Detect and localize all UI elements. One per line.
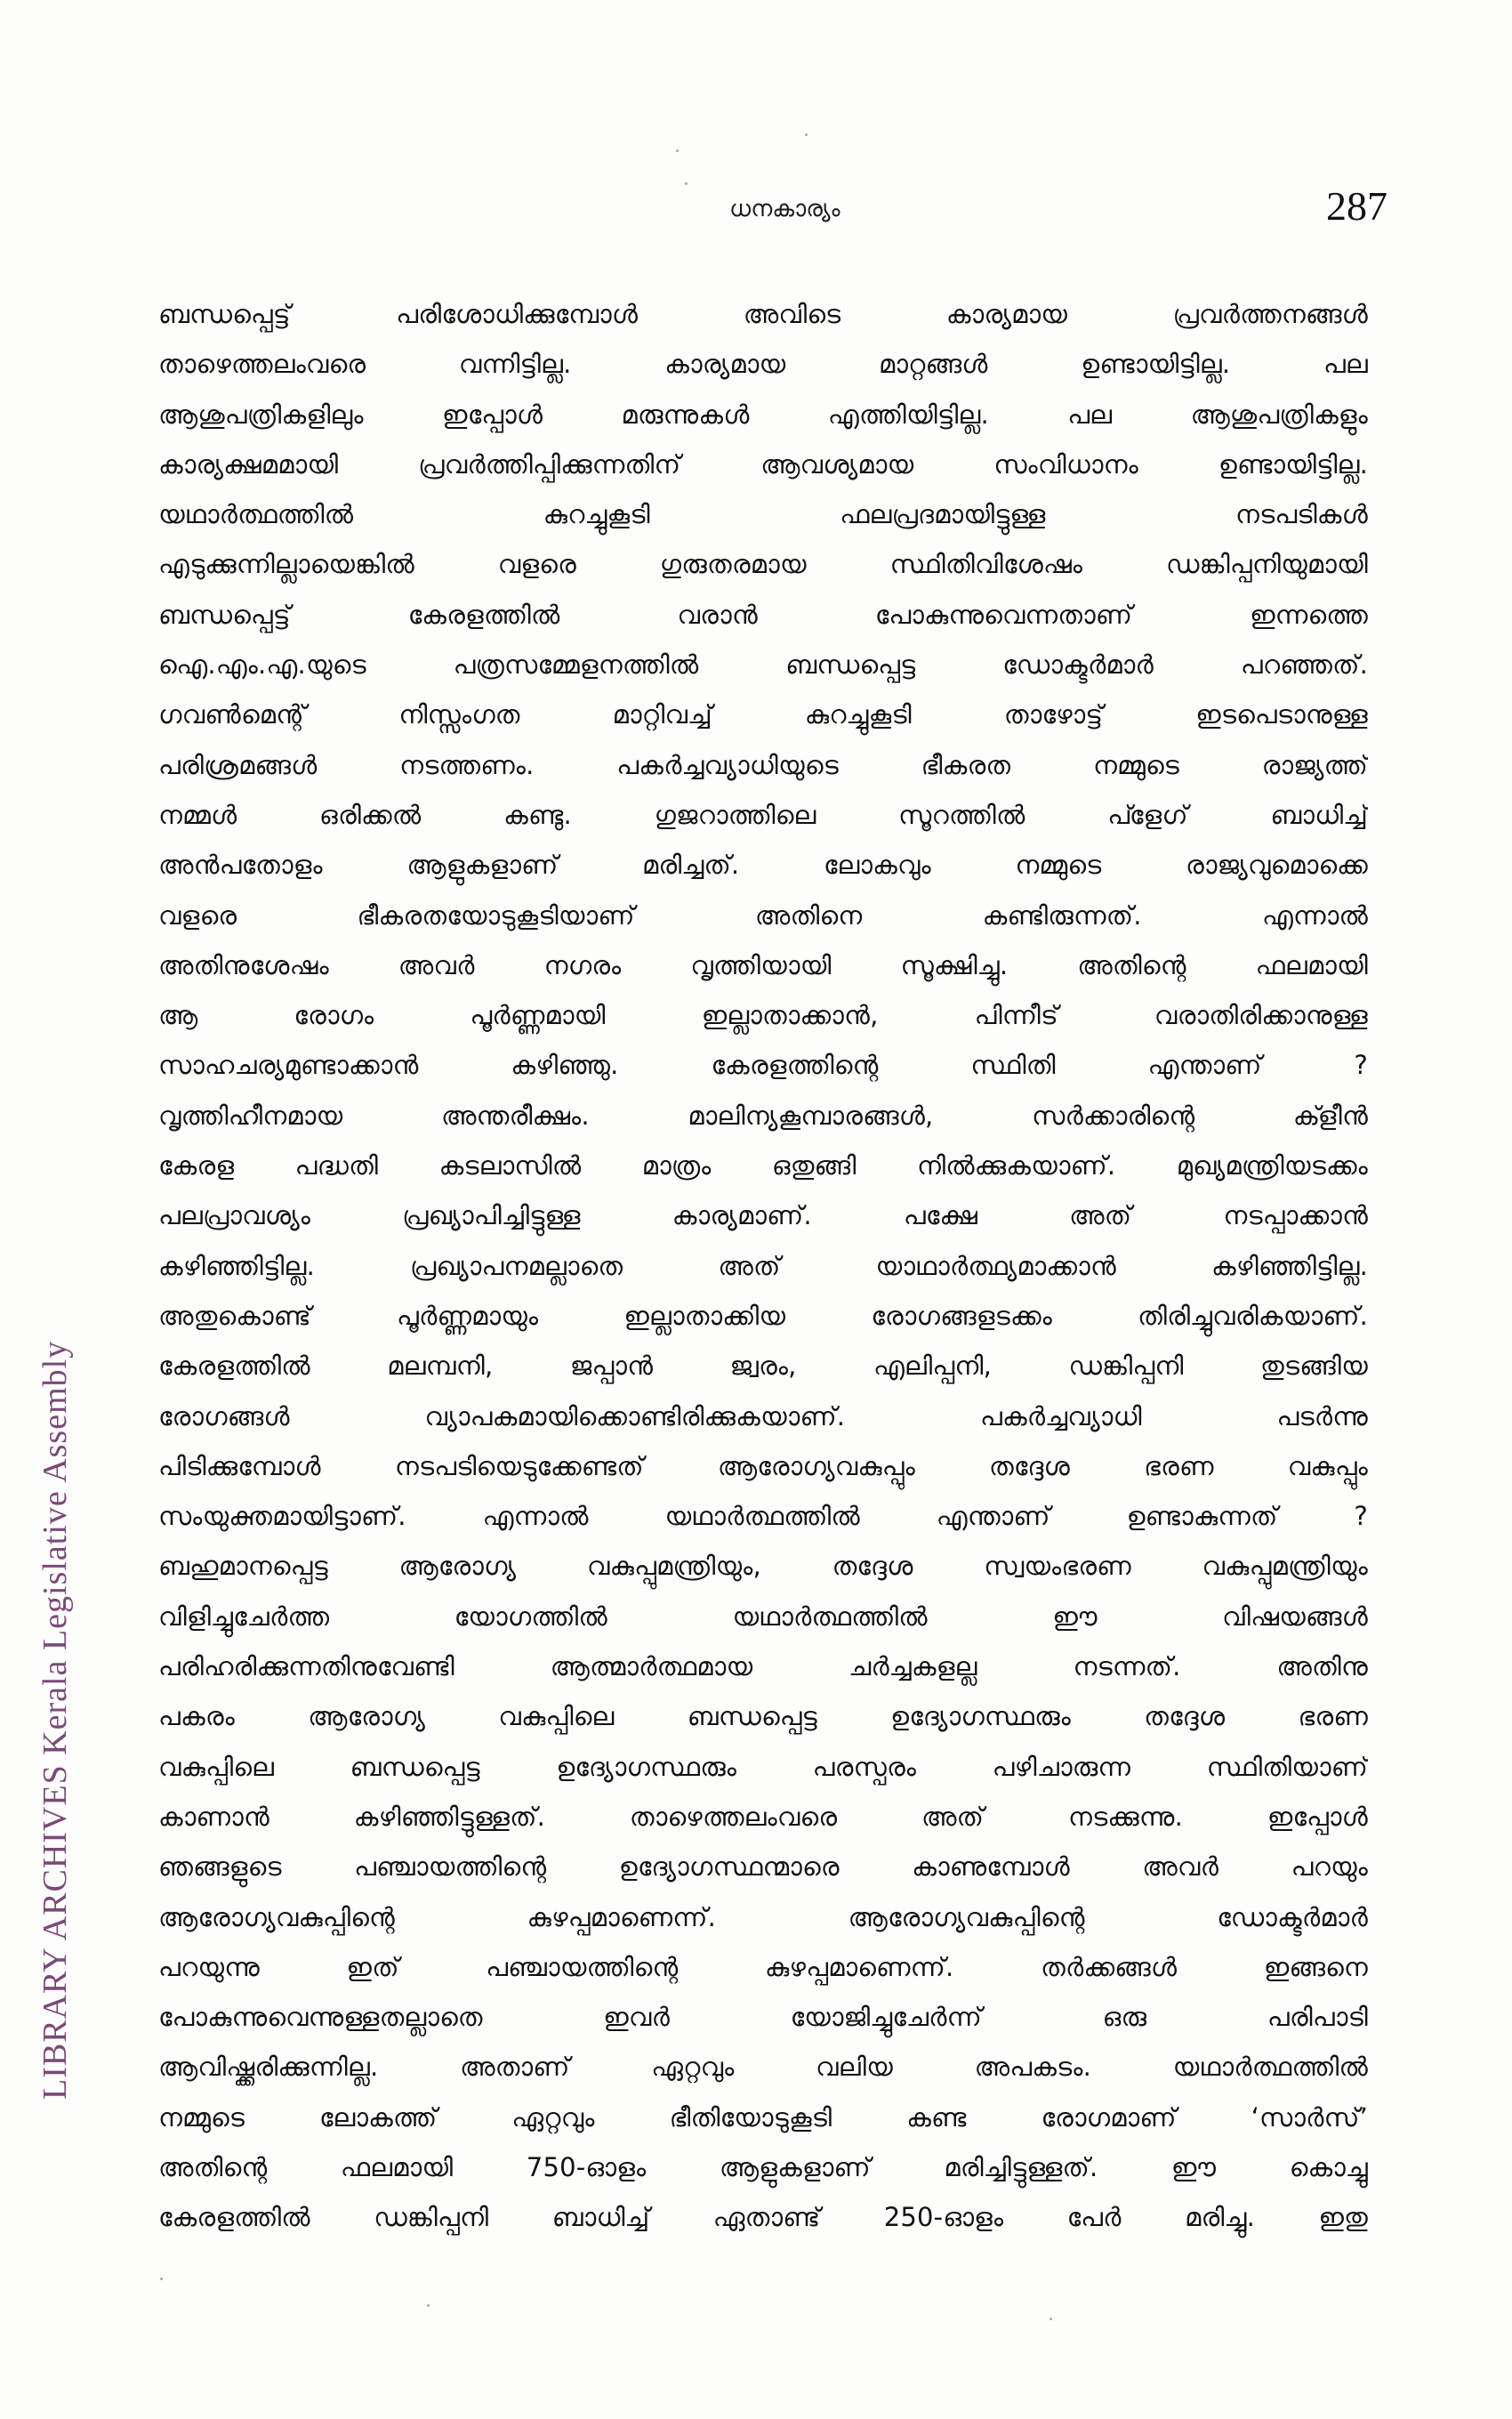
text-line: പോകുന്നുവെന്നുള്ളതല്ലാതെ ഇവർ യോജിച്ചുചേർന്ന് ഒരു പരിപാടി [158,2002,1368,2033]
text-line: കാണാൻ കഴിഞ്ഞിട്ടുള്ളത്. താഴെത്തലംവരെ അത് നടക്കുന്നു. ഇപ്പോൾ [158,1801,1368,1832]
text-line: വിളിച്ചുചേർത്ത യോഗത്തിൽ യഥാർത്ഥത്തിൽ ഈ വിഷയങ്ങൾ [158,1601,1368,1632]
text-line: പറയുന്നു ഇത് പഞ്ചായത്തിന്റെ കുഴപ്പമാണെന്ന്. തർക്കങ്ങൾ ഇങ്ങനെ [158,1951,1368,1982]
text-line: കേരളത്തിൽ ഡങ്കിപ്പനി ബാധിച്ച് ഏതാണ്ട് 250-ഓളം പേർ മരിച്ചു. ഇതു [158,2202,1368,2233]
text-line: അതിന്റെ ഫലമായി 750-ഓളം ആളുകളാണ് മരിച്ചിട്ടുള്ളത്. ഈ കൊച്ചു [158,2151,1368,2182]
text-line: പകരം ആരോഗ്യ വകുപ്പിലെ ബന്ധപ്പെട്ട ഉദ്യോഗസ്ഥരും തദ്ദേശ ഭരണ [158,1701,1368,1732]
text-line: സംയുക്തമായിട്ടാണ്. എന്നാൽ യഥാർത്ഥത്തിൽ എന്താണ് ഉണ്ടാകുന്നത് ? [158,1501,1368,1532]
text-line: സാഹചര്യമുണ്ടാക്കാൻ കഴിഞ്ഞു. കേരളത്തിന്റെ സ്ഥിതി എന്താണ് ? [158,1050,1368,1081]
text-line: നമ്മുടെ ലോകത്ത് ഏറ്റവും ഭീതിയോടുകൂടി കണ്ട രോഗമാണ് ‘സാർസ്’ [158,2101,1368,2133]
text-line: നമ്മൾ ഒരിക്കൽ കണ്ടു. ഗുജറാത്തിലെ സൂറത്തിൽ പ്ളേഗ് ബാധിച്ച് [158,799,1368,830]
text-line: കേരള പദ്ധതി കടലാസിൽ മാത്രം ഒതുങ്ങി നിൽക്കുകയാണ്. മുഖ്യമന്ത്രിയടക്കം [158,1150,1368,1181]
text-line: ആവിഷ്ക്കരിക്കുന്നില്ല. അതാണ് ഏറ്റവും വലിയ അപകടം. യഥാർത്ഥത്തിൽ [158,2052,1368,2083]
scan-speck [805,133,808,136]
text-line: പലപ്രാവശ്യം പ്രഖ്യാപിച്ചിട്ടുള്ള കാര്യമാണ്. പക്ഷേ അത് നടപ്പാക്കാൻ [158,1200,1368,1231]
text-line: രോഗങ്ങൾ വ്യാപകമായിക്കൊണ്ടിരിക്കുകയാണ്. പകർച്ചവ്യാധി പടർന്നു [158,1400,1368,1431]
text-line: താഴെത്തലംവരെ വന്നിട്ടില്ല. കാര്യമായ മാറ്റങ്ങൾ ഉണ്ടായിട്ടില്ല. പല [158,349,1368,380]
text-line: ബന്ധപ്പെട്ട് പരിശോധിക്കുമ്പോൾ അവിടെ കാര്യമായ പ്രവർത്തനങ്ങൾ [158,299,1368,329]
text-line: എടുക്കുന്നില്ലായെങ്കിൽ വളരെ ഗുരുതരമായ സ്ഥിതിവിശേഷം ഡങ്കിപ്പനിയുമായി [158,549,1368,580]
scan-speck [1050,2318,1052,2320]
scan-speck [427,2304,430,2307]
text-line: ഞങ്ങളുടെ പഞ്ചായത്തിന്റെ ഉദ്യോഗസ്ഥന്മാരെ കാണുമ്പോൾ അവർ പറയും [158,1851,1368,1883]
text-line: അൻപതോളം ആളുകളാണ് മരിച്ചത്. ലോകവും നമ്മുടെ രാജ്യവുമൊക്കെ [158,850,1368,881]
text-line: വളരെ ഭീകരതയോടുകൂടിയാണ് അതിനെ കണ്ടിരുന്നത്. എന്നാൽ [158,899,1368,931]
scan-speck [160,2278,163,2280]
text-line: അതുകൊണ്ട് പൂർണ്ണമായും ഇല്ലാതാക്കിയ രോഗങ്ങളടക്കം തിരിച്ചുവരികയാണ്. [158,1300,1368,1331]
text-line: ബഹുമാനപ്പെട്ട ആരോഗ്യ വകുപ്പുമന്ത്രിയും, തദ്ദേശ സ്വയംഭരണ വകുപ്പുമന്ത്രിയും [158,1551,1368,1582]
text-line: വൃത്തിഹീനമായ അന്തരീക്ഷം. മാലിന്യകൂമ്പാരങ്ങൾ, സർക്കാരിന്റെ ക്ളീൻ [158,1100,1368,1131]
text-line: പിടിക്കുമ്പോൾ നടപടിയെടുക്കേണ്ടത് ആരോഗ്യവകുപ്പും തദ്ദേശ ഭരണ വകുപ്പും [158,1450,1368,1481]
scan-speck [685,182,688,185]
text-line: ഗവൺമെന്റ് നിസ്സംഗത മാറ്റിവച്ച് കുറച്ചുകൂടി താഴോട്ട് ഇടപെടാനുള്ള [158,699,1368,730]
text-line: കേരളത്തിൽ മലമ്പനി, ജപ്പാൻ ജ്വരം, എലിപ്പനി, ഡങ്കിപ്പനി തുടങ്ങിയ [158,1351,1368,1382]
text-line: ആരോഗ്യവകുപ്പിന്റെ കുഴപ്പമാണെന്ന്. ആരോഗ്യവകുപ്പിന്റെ ഡോക്ടർമാർ [158,1901,1368,1932]
text-line: ബന്ധപ്പെട്ട് കേരളത്തിൽ വരാൻ പോകുന്നുവെന്നതാണ് ഇന്നത്തെ [158,599,1368,630]
running-head: ധനകാര്യം [729,196,840,222]
text-line: കാര്യക്ഷമമായി പ്രവർത്തിപ്പിക്കുന്നതിന് ആവശ്യമായ സംവിധാനം ഉണ്ടായിട്ടില്ല. [158,448,1368,480]
text-line: കഴിഞ്ഞിട്ടില്ല. പ്രഖ്യാപനമല്ലാതെ അത് യാഥാർത്ഥ്യമാക്കാൻ കഴിഞ്ഞിട്ടില്ല. [158,1250,1368,1281]
text-line: ആശുപത്രികളിലും ഇപ്പോൾ മരുന്നുകൾ എത്തിയിട്ടില്ല. പല ആശുപത്രികളും [158,399,1368,430]
body-text [158,289,1368,2243]
page-number: 287 [1326,183,1387,229]
scan-speck [676,149,679,152]
text-line: പരിശ്രമങ്ങൾ നടത്തണം. പകർച്ചവ്യാധിയുടെ ഭീകരത നമ്മുടെ രാജ്യത്ത് [158,749,1368,780]
text-line: ഐ.എം.എ.യുടെ പത്രസമ്മേളനത്തിൽ ബന്ധപ്പെട്ട ഡോക്ടർമാർ പറഞ്ഞത്. [158,649,1368,681]
text-line: വകുപ്പിലെ ബന്ധപ്പെട്ട ഉദ്യോഗസ്ഥരും പരസ്പരം പഴിചാരുന്ന സ്ഥിതിയാണ് [158,1751,1368,1782]
text-line: അതിനുശേഷം അവർ നഗരം വൃത്തിയായി സൂക്ഷിച്ചു. അതിന്റെ ഫലമായി [158,949,1368,980]
text-line: പരിഹരിക്കുന്നതിനുവേണ്ടി ആത്മാർത്ഥമായ ചർച്ചകളല്ല നടന്നത്. അതിനു [158,1651,1368,1682]
text-line: ആ രോഗം പൂർണ്ണമായി ഇല്ലാതാക്കാൻ, പിന്നീട് വരാതിരിക്കാനുള്ള [158,1000,1368,1031]
text-line: യഥാർത്ഥത്തിൽ കുറച്ചുകൂടി ഫലപ്രദമായിട്ടുള്ള നടപടികൾ [158,499,1368,530]
archive-watermark: LIBRARY ARCHIVES Kerala Legislative Assembly [36,1340,74,2100]
